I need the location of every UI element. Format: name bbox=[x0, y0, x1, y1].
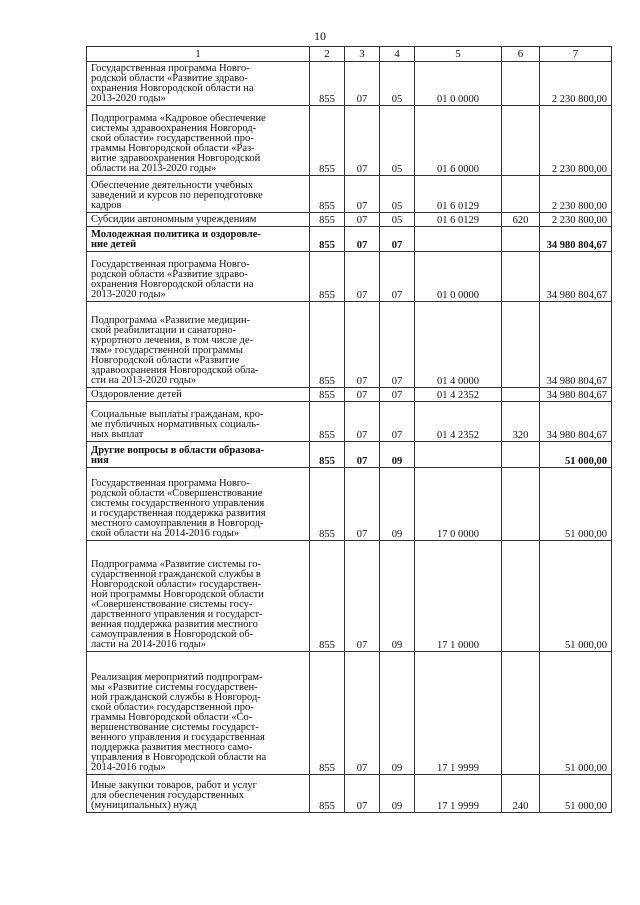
amount-cell: 34 980 804,67 bbox=[540, 388, 612, 402]
row-name-line: венная поддержка развития местного bbox=[91, 619, 258, 630]
amount-cell: 51 000,00 bbox=[540, 775, 612, 813]
code-ministry-cell: 855 bbox=[310, 252, 345, 302]
amount-cell: 34 980 804,67 bbox=[540, 252, 612, 302]
table-row bbox=[87, 775, 612, 813]
row-name-line: дарственного управления и государст- bbox=[91, 609, 263, 620]
row-name-line: «Совершенствование системы госу- bbox=[91, 599, 253, 610]
row-name-line: Государственная программа Новго- bbox=[91, 259, 250, 270]
code-ministry-cell: 855 bbox=[310, 442, 345, 468]
header-col-3: 3 bbox=[345, 47, 380, 62]
row-name-cell bbox=[87, 213, 310, 227]
row-name-cell bbox=[87, 62, 310, 106]
code-ministry-cell: 855 bbox=[310, 302, 345, 388]
row-name-cell bbox=[87, 302, 310, 388]
row-name-line: тям» государственной программы bbox=[91, 345, 243, 356]
row-name-line: 2013-2020 годы» bbox=[91, 93, 166, 104]
row-name-line: заведений и курсов по переподготовке bbox=[91, 190, 263, 201]
code-target-article-cell: 01 6 0129 bbox=[415, 176, 502, 213]
row-name-line: Подпрограмма «Развитие медицин- bbox=[91, 315, 251, 326]
code-target-article-cell: 01 4 2352 bbox=[415, 388, 502, 402]
row-name-line: и государственная поддержка развития bbox=[91, 508, 266, 519]
row-name-cell bbox=[87, 227, 310, 252]
row-name-line: курортного лечения, в том числе де- bbox=[91, 335, 254, 346]
code-expense-type-cell bbox=[502, 541, 540, 652]
code-subsection-cell: 05 bbox=[380, 213, 415, 227]
row-name-line: ной гражданской службы в Новгород- bbox=[91, 692, 261, 703]
code-subsection-cell: 07 bbox=[380, 252, 415, 302]
code-subsection-cell: 09 bbox=[380, 442, 415, 468]
code-ministry-cell: 855 bbox=[310, 106, 345, 176]
row-name-cell bbox=[87, 106, 310, 176]
code-section-cell: 07 bbox=[345, 176, 380, 213]
code-subsection-cell: 05 bbox=[380, 176, 415, 213]
code-target-article-cell: 01 4 0000 bbox=[415, 302, 502, 388]
header-col-6: 6 bbox=[502, 47, 540, 62]
code-section-cell: 07 bbox=[345, 302, 380, 388]
code-ministry-cell: 855 bbox=[310, 227, 345, 252]
row-name-cell bbox=[87, 652, 310, 775]
row-name-cell bbox=[87, 775, 310, 813]
row-name-line: граммы Новгородской области «Со- bbox=[91, 712, 253, 723]
code-ministry-cell: 855 bbox=[310, 213, 345, 227]
row-name-line: родской области «Совершенствование bbox=[91, 488, 263, 499]
code-target-article-cell: 17 0 0000 bbox=[415, 468, 502, 541]
row-name-line: ме публичных нормативных социаль- bbox=[91, 419, 260, 430]
row-name-line: Подпрограмма «Кадровое обеспечение bbox=[91, 113, 266, 124]
code-target-article-cell: 01 0 0000 bbox=[415, 62, 502, 106]
table-row bbox=[87, 302, 612, 388]
code-section-cell: 07 bbox=[345, 213, 380, 227]
table-row bbox=[87, 468, 612, 541]
row-name-line: сти на 2013-2020 годы» bbox=[91, 375, 197, 386]
code-expense-type-cell: 620 bbox=[502, 213, 540, 227]
code-section-cell: 07 bbox=[345, 541, 380, 652]
code-subsection-cell: 05 bbox=[380, 106, 415, 176]
code-ministry-cell: 855 bbox=[310, 176, 345, 213]
table-row bbox=[87, 252, 612, 302]
code-ministry-cell: 855 bbox=[310, 652, 345, 775]
table-header-row bbox=[87, 47, 612, 62]
code-target-article-cell: 01 6 0000 bbox=[415, 106, 502, 176]
row-name-line: ской области» государственной про- bbox=[91, 133, 254, 144]
code-section-cell: 07 bbox=[345, 106, 380, 176]
code-subsection-cell: 07 bbox=[380, 302, 415, 388]
code-section-cell: 07 bbox=[345, 468, 380, 541]
code-target-article-cell: 01 0 0000 bbox=[415, 252, 502, 302]
code-ministry-cell: 855 bbox=[310, 388, 345, 402]
amount-cell: 34 980 804,67 bbox=[540, 227, 612, 252]
row-name-line: 2013-2020 годы» bbox=[91, 289, 166, 300]
row-name-line: Субсидии автономным учреждениям bbox=[91, 214, 257, 225]
budget-table bbox=[86, 46, 612, 813]
code-subsection-cell: 07 bbox=[380, 388, 415, 402]
row-name-line: Оздоровление детей bbox=[91, 389, 182, 400]
code-section-cell: 07 bbox=[345, 388, 380, 402]
row-name-line: родской области «Развитие здраво- bbox=[91, 73, 248, 84]
code-section-cell: 07 bbox=[345, 402, 380, 442]
row-name-line: Молодежная политика и оздоровле- bbox=[91, 229, 261, 240]
code-expense-type-cell bbox=[502, 106, 540, 176]
row-name-line: венного управления и государственная bbox=[91, 732, 265, 743]
table-row bbox=[87, 106, 612, 176]
row-name-line: сударственной гражданской службы в bbox=[91, 569, 261, 580]
code-expense-type-cell bbox=[502, 442, 540, 468]
code-subsection-cell: 09 bbox=[380, 652, 415, 775]
code-target-article-cell: 17 1 9999 bbox=[415, 775, 502, 813]
code-expense-type-cell bbox=[502, 252, 540, 302]
code-expense-type-cell: 240 bbox=[502, 775, 540, 813]
amount-cell: 51 000,00 bbox=[540, 468, 612, 541]
row-name-line: 2014-2016 годы» bbox=[91, 762, 166, 773]
row-name-cell bbox=[87, 468, 310, 541]
row-name-line: граммы Новгородской области «Раз- bbox=[91, 143, 255, 154]
row-name-line: ласти на 2014-2016 годы» bbox=[91, 639, 207, 650]
code-expense-type-cell bbox=[502, 62, 540, 106]
row-name-line: мы «Развитие системы государствен- bbox=[91, 682, 258, 693]
row-name-line: ния bbox=[91, 455, 109, 466]
row-name-line: родской области «Развитие здраво- bbox=[91, 269, 248, 280]
code-expense-type-cell bbox=[502, 227, 540, 252]
table-row bbox=[87, 213, 612, 227]
row-name-line: ской области» государственной про- bbox=[91, 702, 254, 713]
row-name-line: кадров bbox=[91, 200, 122, 211]
table-row bbox=[87, 227, 612, 252]
row-name-line: области на 2013-2020 годы» bbox=[91, 163, 217, 174]
row-name-line: Новгородской области» государствен- bbox=[91, 579, 262, 590]
code-ministry-cell: 855 bbox=[310, 468, 345, 541]
row-name-cell bbox=[87, 442, 310, 468]
page-number: 10 bbox=[314, 29, 326, 43]
row-name-line: (муниципальных) нужд bbox=[91, 800, 197, 811]
row-name-line: местного самоуправления в Новгород- bbox=[91, 518, 264, 529]
code-subsection-cell: 09 bbox=[380, 541, 415, 652]
row-name-cell bbox=[87, 252, 310, 302]
amount-cell: 2 230 800,00 bbox=[540, 106, 612, 176]
table-row bbox=[87, 176, 612, 213]
code-target-article-cell: 17 1 9999 bbox=[415, 652, 502, 775]
row-name-line: ской реабилитации и санаторно- bbox=[91, 325, 237, 336]
amount-cell: 51 000,00 bbox=[540, 652, 612, 775]
code-target-article-cell bbox=[415, 227, 502, 252]
table-row bbox=[87, 442, 612, 468]
row-name-line: витие здравоохранения Новгородской bbox=[91, 153, 261, 164]
code-target-article-cell: 01 6 0129 bbox=[415, 213, 502, 227]
row-name-line: Государственная программа Новго- bbox=[91, 478, 250, 489]
row-name-line: поддержка развития местного само- bbox=[91, 742, 253, 753]
amount-cell: 2 230 800,00 bbox=[540, 176, 612, 213]
code-section-cell: 07 bbox=[345, 442, 380, 468]
table-row bbox=[87, 652, 612, 775]
table-body bbox=[87, 62, 612, 813]
row-name-line: охранения Новгородской области на bbox=[91, 279, 254, 290]
row-name-line: Государственная программа Новго- bbox=[91, 63, 250, 74]
table-row bbox=[87, 388, 612, 402]
row-name-line: ской области на 2014-2016 годы» bbox=[91, 528, 240, 539]
code-expense-type-cell bbox=[502, 176, 540, 213]
row-name-line: ных выплат bbox=[91, 429, 144, 440]
code-subsection-cell: 09 bbox=[380, 775, 415, 813]
row-name-line: Иные закупки товаров, работ и услуг bbox=[91, 780, 257, 791]
row-name-line: вершенствование системы государст- bbox=[91, 722, 259, 733]
amount-cell: 2 230 800,00 bbox=[540, 213, 612, 227]
amount-cell: 34 980 804,67 bbox=[540, 302, 612, 388]
code-subsection-cell: 07 bbox=[380, 402, 415, 442]
row-name-line: управления в Новгородской области на bbox=[91, 752, 267, 763]
amount-cell: 2 230 800,00 bbox=[540, 62, 612, 106]
code-ministry-cell: 855 bbox=[310, 775, 345, 813]
row-name-line: Подпрограмма «Развитие системы го- bbox=[91, 559, 261, 570]
code-target-article-cell bbox=[415, 442, 502, 468]
row-name-line: системы государственного управления bbox=[91, 498, 265, 509]
table-row bbox=[87, 541, 612, 652]
code-section-cell: 07 bbox=[345, 775, 380, 813]
row-name-cell bbox=[87, 402, 310, 442]
row-name-line: для обеспечения государственных bbox=[91, 790, 244, 801]
code-section-cell: 07 bbox=[345, 252, 380, 302]
code-ministry-cell: 855 bbox=[310, 62, 345, 106]
header-col-1: 1 bbox=[87, 47, 310, 62]
row-name-line: ние детей bbox=[91, 239, 137, 250]
row-name-line: Социальные выплаты гражданам, кро- bbox=[91, 409, 264, 420]
row-name-cell bbox=[87, 541, 310, 652]
row-name-line: охранения Новгородской области на bbox=[91, 83, 254, 94]
code-target-article-cell: 01 4 2352 bbox=[415, 402, 502, 442]
code-subsection-cell: 09 bbox=[380, 468, 415, 541]
code-expense-type-cell bbox=[502, 468, 540, 541]
row-name-line: ной программы Новгородской области bbox=[91, 589, 264, 600]
code-expense-type-cell bbox=[502, 388, 540, 402]
header-col-4: 4 bbox=[380, 47, 415, 62]
header-col-7: 7 bbox=[540, 47, 612, 62]
row-name-line: системы здравоохранения Новгород- bbox=[91, 123, 257, 134]
code-ministry-cell: 855 bbox=[310, 541, 345, 652]
code-expense-type-cell bbox=[502, 652, 540, 775]
row-name-line: здравоохранения Новгородской обла- bbox=[91, 365, 259, 376]
row-name-cell bbox=[87, 176, 310, 213]
row-name-line: Реализация мероприятий подпрограм- bbox=[91, 672, 263, 683]
amount-cell: 51 000,00 bbox=[540, 541, 612, 652]
table-row bbox=[87, 62, 612, 106]
row-name-line: Обеспечение деятельности учебных bbox=[91, 180, 254, 191]
code-subsection-cell: 05 bbox=[380, 62, 415, 106]
header-col-2: 2 bbox=[310, 47, 345, 62]
code-expense-type-cell: 320 bbox=[502, 402, 540, 442]
table-row bbox=[87, 402, 612, 442]
amount-cell: 51 000,00 bbox=[540, 442, 612, 468]
code-section-cell: 07 bbox=[345, 62, 380, 106]
code-target-article-cell: 17 1 0000 bbox=[415, 541, 502, 652]
row-name-cell bbox=[87, 388, 310, 402]
code-ministry-cell: 855 bbox=[310, 402, 345, 442]
code-expense-type-cell bbox=[502, 302, 540, 388]
header-col-5: 5 bbox=[415, 47, 502, 62]
row-name-line: Новгородской области «Развитие bbox=[91, 355, 240, 366]
code-section-cell: 07 bbox=[345, 227, 380, 252]
row-name-line: самоуправления в Новгородской об- bbox=[91, 629, 254, 640]
code-section-cell: 07 bbox=[345, 652, 380, 775]
row-name-line: Другие вопросы в области образова- bbox=[91, 445, 265, 456]
code-subsection-cell: 07 bbox=[380, 227, 415, 252]
amount-cell: 34 980 804,67 bbox=[540, 402, 612, 442]
